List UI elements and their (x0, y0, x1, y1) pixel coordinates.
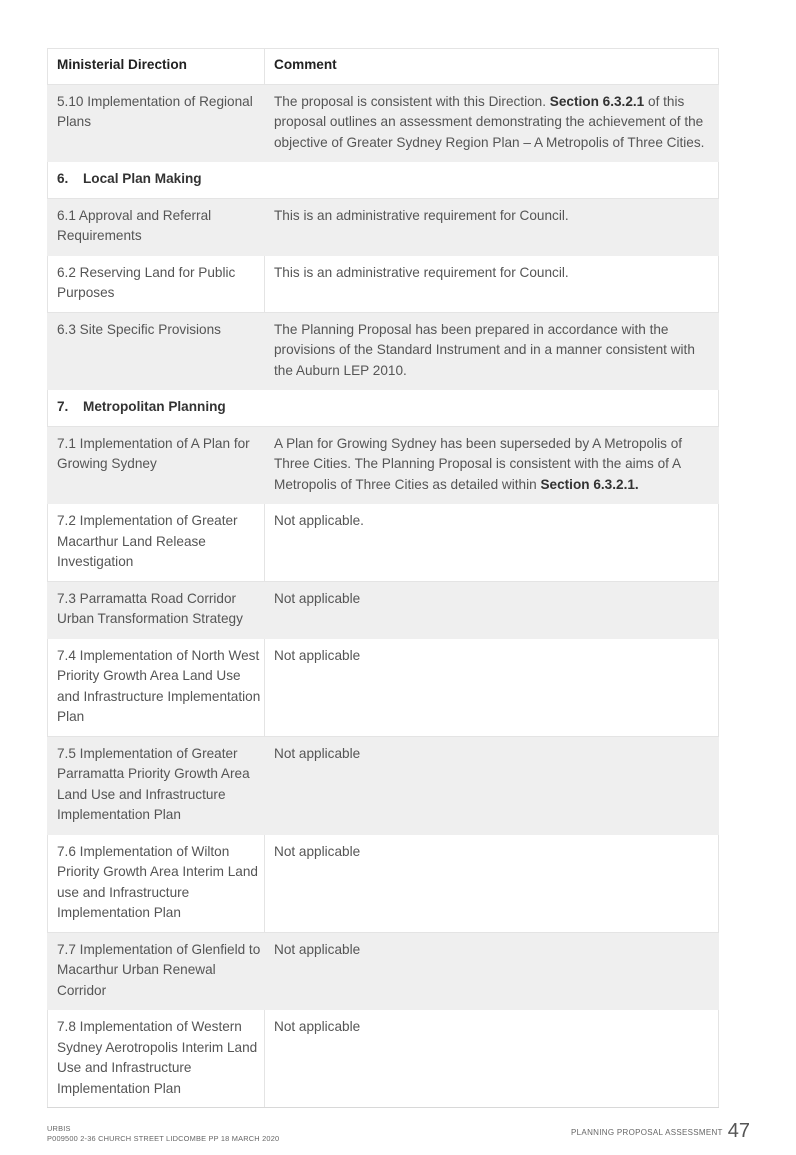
section-title: Local Plan Making (83, 171, 202, 186)
table-row (48, 581, 719, 638)
comment-text: of this proposal outlines an assessment demonstrating the achievement of the objective of Greater Sydney Region Plan – A Metropolis of Three Cities. (274, 93, 705, 150)
table-row (48, 834, 719, 932)
section-number: 6. (57, 171, 69, 186)
header-comment: Comment (265, 49, 719, 85)
footer-company: URBIS (47, 1124, 71, 1133)
table-row (48, 84, 719, 162)
comment-cell: Not applicable (265, 736, 719, 834)
section-heading (48, 390, 719, 427)
table-row (48, 932, 719, 1010)
direction-cell: 7.6 Implementation of Wilton Priority Growth Area Interim Land use and Infrastructure Implementation Plan (48, 834, 265, 932)
comment-cell: Not applicable. (265, 504, 719, 582)
table-row (48, 198, 719, 255)
direction-cell: 7.7 Implementation of Glenfield to Macarthur Urban Renewal Corridor (48, 932, 265, 1010)
direction-cell: 5.10 Implementation of Regional Plans (48, 84, 265, 162)
footer-left (47, 1124, 279, 1143)
footer-reference: P009500 2-36 CHURCH STREET LIDCOMBE PP 18 MARCH 2020 (47, 1133, 280, 1143)
section-number: 7. (57, 399, 69, 414)
comment-cell: This is an administrative requirement for Council. (265, 198, 719, 255)
ministerial-directions-table (47, 48, 719, 1108)
section-heading (48, 162, 719, 199)
direction-cell: 6.1 Approval and Referral Requirements (48, 198, 265, 255)
table-row (48, 504, 719, 582)
table-header-row (48, 49, 719, 85)
comment-cell: Not applicable (265, 932, 719, 1010)
table-row (48, 255, 719, 312)
comment-cell: This is an administrative requirement for Council. (265, 255, 719, 312)
section-reference: Section 6.3.2.1 (549, 93, 645, 109)
footer-right (571, 1120, 750, 1143)
table-row (48, 426, 719, 504)
direction-cell: 7.5 Implementation of Greater Parramatta Priority Growth Area Land Use and Infrastructure Implementation Plan (48, 736, 265, 834)
section-title: Metropolitan Planning (83, 399, 226, 414)
direction-cell: 6.3 Site Specific Provisions (48, 312, 265, 390)
comment-text: The proposal is consistent with this Direction. (274, 93, 550, 109)
footer-document-title: PLANNING PROPOSAL ASSESSMENT (571, 1128, 723, 1137)
comment-cell (265, 84, 719, 162)
comment-cell: Not applicable (265, 638, 719, 736)
section-heading-row (48, 162, 719, 199)
table-row (48, 736, 719, 834)
direction-cell: 7.1 Implementation of A Plan for Growing Sydney (48, 426, 265, 504)
direction-cell: 7.4 Implementation of North West Priority Growth Area Land Use and Infrastructure Implementation Plan (48, 638, 265, 736)
section-reference: Section 6.3.2.1. (540, 476, 639, 492)
table-row (48, 638, 719, 736)
comment-text: A Plan for Growing Sydney has been superseded by A Metropolis of Three Cities. The Planning Proposal is consistent with the aims of A Metropolis of Three Cities as detailed within (274, 435, 683, 492)
table-row (48, 1010, 719, 1108)
section-heading-row (48, 390, 719, 427)
direction-cell: 6.2 Reserving Land for Public Purposes (48, 255, 265, 312)
comment-cell: Not applicable (265, 834, 719, 932)
comment-cell: Not applicable (265, 1010, 719, 1108)
comment-cell: Not applicable (265, 581, 719, 638)
comment-cell (265, 426, 719, 504)
header-ministerial-direction: Ministerial Direction (48, 49, 265, 85)
page-number: 47 (727, 1120, 750, 1142)
table-row (48, 312, 719, 390)
direction-cell: 7.2 Implementation of Greater Macarthur Land Release Investigation (48, 504, 265, 582)
direction-cell: 7.8 Implementation of Western Sydney Aerotropolis Interim Land Use and Infrastructure Implementation Plan (48, 1010, 265, 1108)
direction-cell: 7.3 Parramatta Road Corridor Urban Transformation Strategy (48, 581, 265, 638)
comment-cell: The Planning Proposal has been prepared in accordance with the provisions of the Standard Instrument and in a manner consistent with the Auburn LEP 2010. (265, 312, 719, 390)
